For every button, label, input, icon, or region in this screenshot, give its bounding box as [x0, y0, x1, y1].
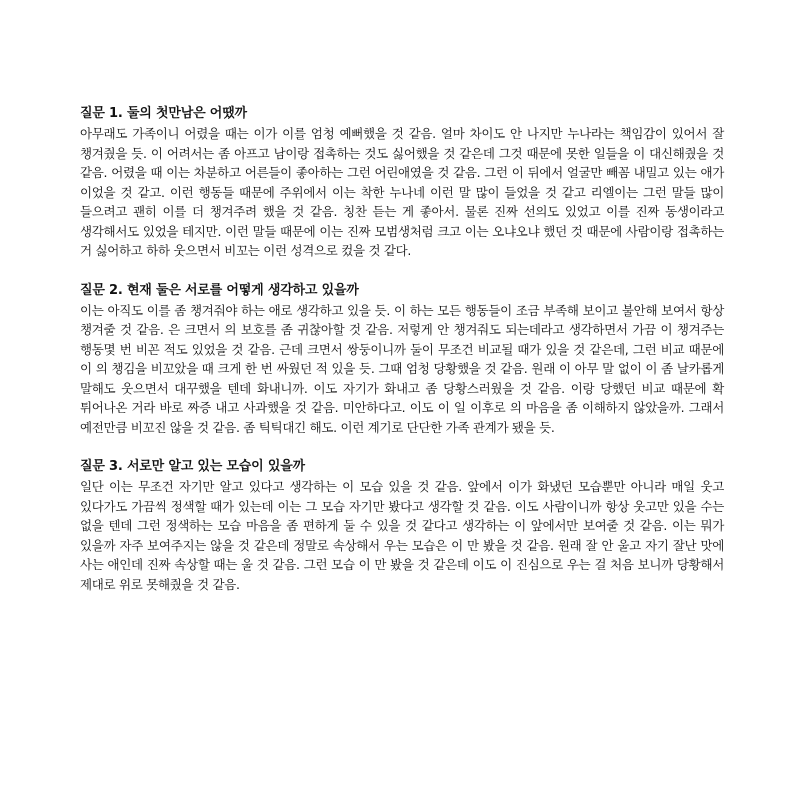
question-section-1	[80, 104, 724, 261]
question-3-answer: 일단 이는 무조건 자기만 알고 있다고 생각하는 이 모습 있을 것 같음. 앞에서 이가 화냈던 모습뿐만 아니라 매일 웃고 있다가도 가끔씩 정색할 때가 있는데 이는 그 모습 자기만 봤다고 생각할 것 같음. 이도 사람이니까 항상 웃고만 있을 수는 없을 텐데 그런 정색하는 모습 마음을 좀 편하게 둘 수 있을 것 같다고 생각하는 이 앞에서만 보여줄 것 같음. 이는 뭐가 있을까 자주 보여주지는 않을 것 같은데 정말로 속상해서 우는 모습은 이 만 봤을 것 같음. 원래 잘 안 울고 자기 잘난 맛에 사는 애인데 진짜 속상할 때는 울 것 같음. 그런 모습 이 만 봤을 것 같은데 이도 이 진심으로 우는 걸 처음 보니까 당황해서 제대로 위로 못해줬을 것 같음.	[80, 479, 724, 592]
question-2-title: 질문 2. 현재 둘은 서로를 어떻게 생각하고 있을까	[80, 282, 359, 298]
question-2-answer: 이는 아직도 이를 좀 챙겨줘야 하는 애로 생각하고 있을 듯. 이 하는 모든 행동들이 조금 부족해 보이고 불안해 보여서 항상 챙겨줄 것 같음. 은 크면서 의 보호를 좀 귀찮아할 것 같음. 저렇게 안 챙겨줘도 되는데라고 생각하면서 가끔 이 챙겨주는 행동몇 번 비꼰 적도 있었을 것 같음. 근데 크면서 쌍둥이니까 둘이 무조건 비교될 때가 있을 것 같은데, 그런 비교 때문에 이 의 챙김을 비꼬았을 때 크게 한 번 싸웠던 적 있을 듯. 그때 엄청 당황했을 것 같음. 원래 이 아무 말 없이 이 좀 날카롭게 말해도 웃으면서 대꾸했을 텐데 화내니까. 이도 자기가 화내고 좀 당황스러웠을 것 같음. 이랑 당했던 비교 때문에 확 튀어나온 거라 바로 짜증 내고 사과했을 것 같음. 미안하다고. 이도 이 일 이후로 의 마음을 좀 이해하지 않았을까. 그래서 예전만큼 비꼬진 않을 것 같음. 좀 틱틱대긴 해도. 이런 계기로 단단한 가족 관계가 됐을 듯.	[80, 302, 724, 435]
question-section-2	[80, 281, 724, 438]
question-1-title: 질문 1. 둘의 첫만남은 어땠까	[80, 106, 247, 121]
question-section-3	[80, 457, 724, 594]
question-3-title: 질문 3. 서로만 알고 있는 모습이 있을까	[80, 459, 305, 474]
question-1-answer: 아무래도 가족이니 어렸을 때는 이가 이를 엄청 예뻐했을 것 같음. 얼마 차이도 안 나지만 누나라는 책임감이 있어서 잘 챙겨줬을 듯. 이 어려서는 좀 아프고 남이랑 접촉하는 것도 싫어했을 것 같은데 그것 때문에 못한 일들을 이 대신해줬을 것 같음. 어렸을 때 이는 차분하고 어른들이 좋아하는 그런 어린애였을 것 같음. 그런 이 뒤에서 얼굴만 빼꼼 내밀고 있는 애가 이었을 것 같고. 이런 행동들 때문에 주위에서 이는 착한 누나네 이런 말 많이 들었을 것 같고 리엘이는 그런 말들 많이 들으려고 괜히 이를 더 챙겨주려 했을 것 같음. 칭찬 듣는 게 좋아서. 물론 진짜 선의도 있었고 이를 진짜 동생이라고 생각해서도 있었을 테지만. 이런 말들 때문에 이는 진짜 모범생처럼 크고 이는 오냐오냐 했던 것 때문에 사람이랑 접촉하는 거 싫어하고 하하 웃으면서 비꼬는 이런 성격으로 컸을 것 같다.	[80, 126, 724, 258]
